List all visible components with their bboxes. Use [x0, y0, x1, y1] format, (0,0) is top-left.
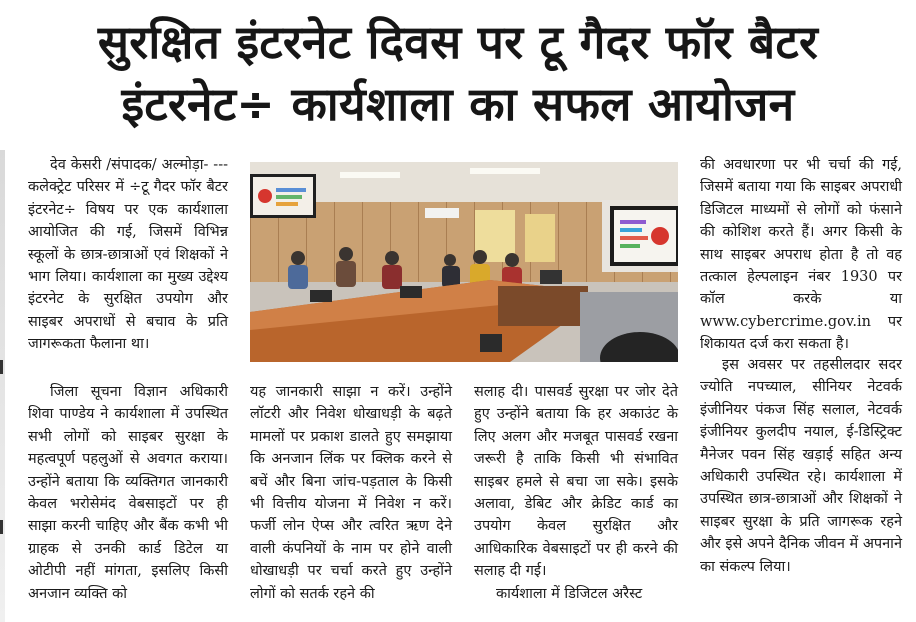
article-paragraph: देव केसरी /संपादक/ अल्मोड़ा- ---कलेक्ट्रेट परिसर में ÷टू गैदर फॉर बैटर इंटरनेट÷ विषय पर एक कार्यशाला आयोजित की गई, जिसमें विभिन्न स्कूलों के छात्र-छात्राओं एवं शिक्षकों ने भाग लिया। कार्यशाला का मुख्य उद्देश्य इंटरनेट के सुरक्षित उपयोग और साइबर अपराधों से बचाव के प्रति जागरूकता फैलाना था। — [28, 157, 228, 353]
article-paragraph: इस अवसर पर तहसीलदार सदर ज्योति नपच्याल, सीनियर नेटवर्क इंजीनियर पंकज सिंह सलाल, नेटवर्क इंजीनियर कुलदीप नयाल, ई-डिस्ट्रिक्ट मैनेजर पवन सिंह खड़ाई सहित अन्य अधिकारी उपस्थित रहे। कार्यशाला में उपस्थित छात्र-छात्राओं और शिक्षकों ने साइबर सुरक्षा के प्रति जागरूक रहने और इसे अपने दैनिक जीवन में अपनाने का संकल्प लिया। — [700, 357, 902, 575]
page-edge-left — [0, 150, 5, 622]
article-paragraph: कार्यशाला में डिजिटल अरैस्ट — [496, 585, 643, 602]
article-paragraph: जिला सूचना विज्ञान अधिकारी शिवा पाण्डेय ने कार्यशाला में उपस्थित सभी लोगों को साइबर सुरक्षा के महत्वपूर्ण पहलुओं से अवगत कराया। उन्होंने बताया कि व्यक्तिगत जानकारी केवल भरोसेमंद वेबसाइटों पर ही साझा करनी चाहिए और बैंक कभी भी ग्राहक से उनकी कार्ड डिटेल या ओटीपी नहीं मांगता, इसलिए किसी अनजान व्यक्ति को — [28, 384, 228, 602]
article-column-1 — [28, 154, 228, 356]
headline-line-1: सुरक्षित इंटरनेट दिवस पर टू गैदर फॉर बैटर — [97, 15, 819, 69]
article-column-4-lower — [700, 354, 902, 578]
workshop-photo-icon — [250, 162, 678, 362]
article-column-4 — [700, 154, 902, 356]
article-paragraph: सलाह दी। पासवर्ड सुरक्षा पर जोर देते हुए उन्होंने बताया कि हर अकाउंट के लिए अलग और मजबूत पासवर्ड रखना जरूरी है ताकि किसी भी संभावित साइबर हमले से बचा जा सके। इसके अलावा, डेबिट और क्रेडिट कार्ड का उपयोग केवल सुरक्षित और आधिकारिक वेबसाइटों पर ही करने की सलाह दी गई। — [474, 384, 678, 580]
headline-line-2: इंटरनेट÷ कार्यशाला का सफल आयोजन — [121, 77, 795, 131]
article-paragraph: यह जानकारी साझा न करें। उन्होंने लॉटरी और निवेश धोखाधड़ी के बढ़ते मामलों पर प्रकाश डालते हुए समझाया कि अनजान लिंक पर क्लिक करने से बचें और बिना जांच-पड़ताल के किसी भी वित्तीय योजना में निवेश न करें।फर्जी लोन ऐप्स और त्वरित ऋण देने वाली कंपनियों के नाम पर होने वाली धोखाधड़ी पर चर्चा करते हुए उन्होंने लोगों को सतर्क रहने की — [250, 384, 452, 602]
article-paragraph: की अवधारणा पर भी चर्चा की गई, जिसमें बताया गया कि साइबर अपराधी डिजिटल माध्यमों से लोगों को फंसाने की कोशिश करते हैं। अगर किसी के साथ साइबर अपराध होता है तो वह तत्काल हेल्पलाइन नंबर 1930 पर कॉल करके या www.cybercrime.gov.in पर शिकायत दर्ज करा सकता है। — [700, 157, 902, 353]
article-column-2 — [250, 381, 452, 605]
article-column-3 — [474, 381, 678, 605]
page-edge-mark — [0, 360, 3, 374]
article-column-1-lower — [28, 381, 228, 605]
page-edge-mark — [0, 520, 3, 534]
workshop-photo — [250, 162, 678, 362]
